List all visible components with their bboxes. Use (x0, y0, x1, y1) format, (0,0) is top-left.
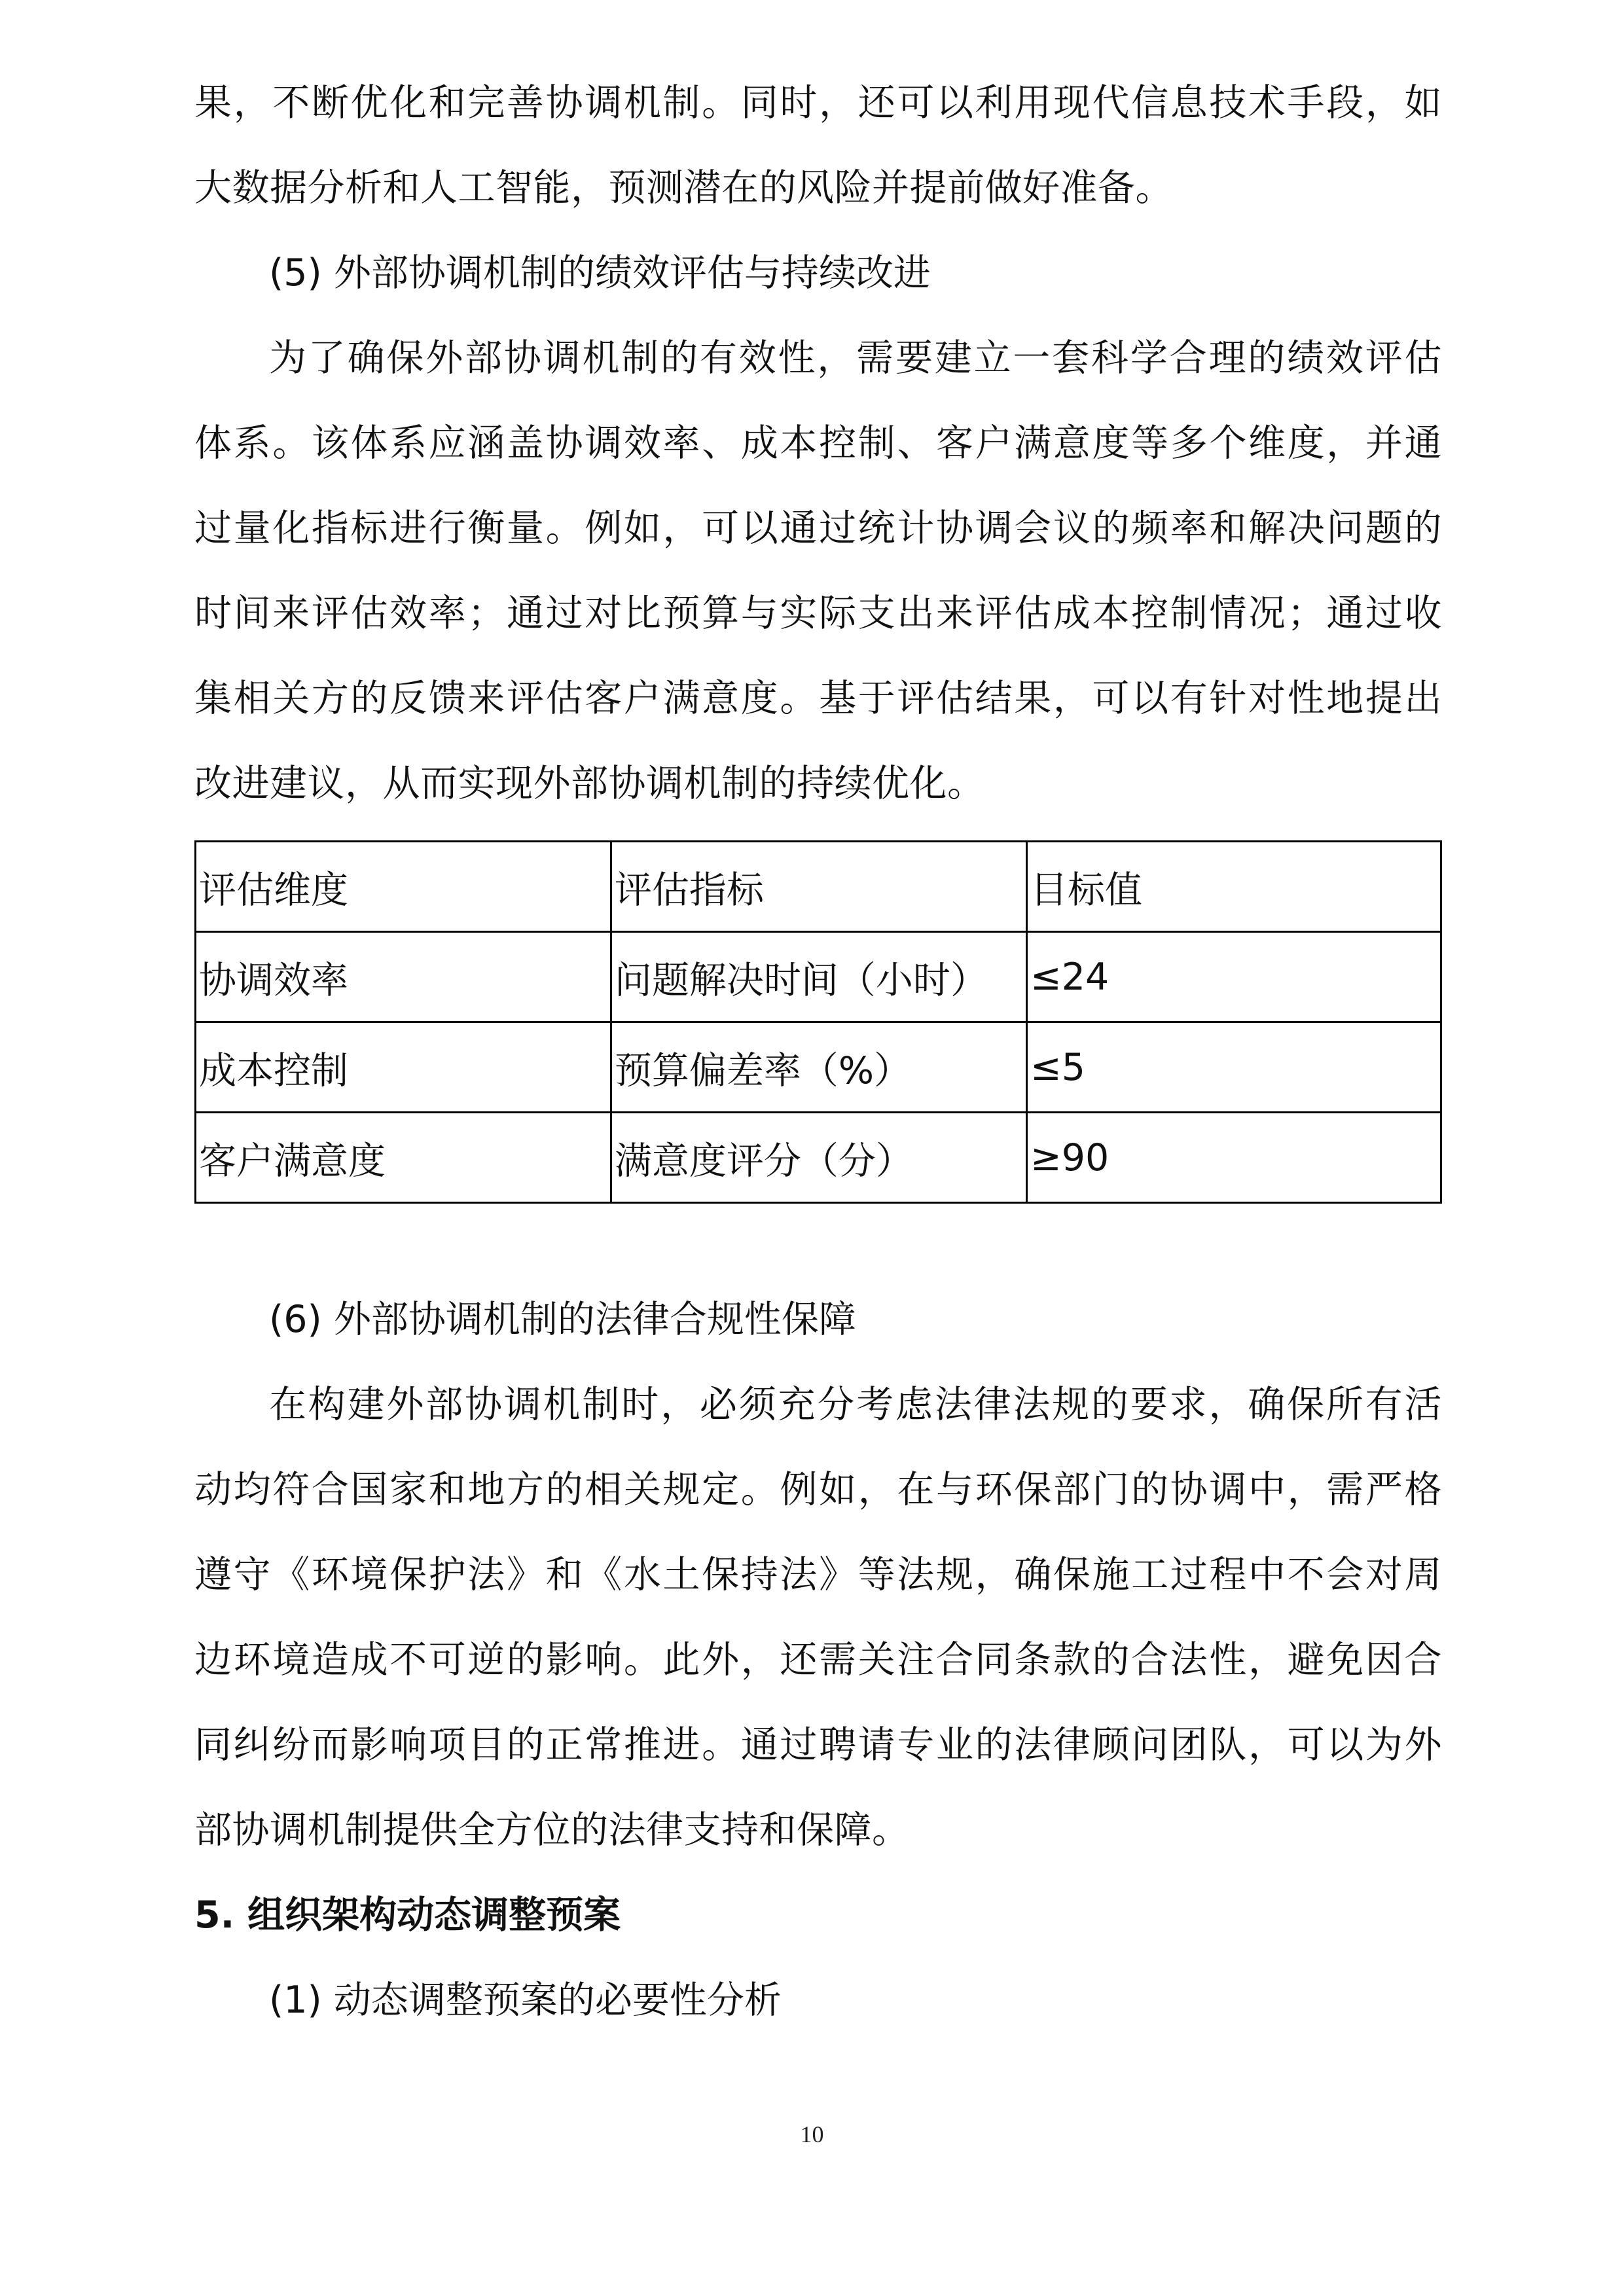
paragraph-line: 部协调机制提供全方位的法律支持和保障。 (194, 1808, 910, 1852)
paragraph-line: 在构建外部协调机制时，必须充分考虑法律法规的要求，确保所有活 (269, 1383, 1442, 1426)
table-row (196, 1113, 1441, 1203)
document-page (194, 60, 1442, 2043)
section-heading-5: (5) 外部协调机制的绩效评估与持续改进 (269, 251, 931, 295)
paragraph-line: 遵守《环境保护法》和《水土保持法》等法规，确保施工过程中不会对周 (194, 1553, 1442, 1596)
table-cell: ≤24 (1026, 932, 1441, 1022)
subsection-heading: (1) 动态调整预案的必要性分析 (269, 1979, 782, 2022)
table-cell: 预算偏差率（%） (611, 1022, 1026, 1113)
paragraph-line: 边环境造成不可逆的影响。此外，还需关注合同条款的合法性，避免因合 (194, 1638, 1442, 1681)
paragraph-line: 体系。该体系应涵盖协调效率、成本控制、客户满意度等多个维度，并通 (194, 422, 1442, 465)
paragraph-line: 同纠纷而影响项目的正常推进。通过聘请专业的法律顾问团队，可以为外 (194, 1723, 1442, 1767)
table-cell: ≥90 (1026, 1113, 1441, 1203)
table-cell: 协调效率 (196, 932, 611, 1022)
section-5-paragraph (194, 315, 1442, 826)
paragraph-line: 果，不断优化和完善协调机制。同时，还可以利用现代信息技术手段，如 (194, 81, 1442, 124)
table-header-cell: 评估维度 (196, 842, 611, 932)
table-cell: 成本控制 (196, 1022, 611, 1113)
evaluation-table (194, 840, 1442, 1204)
table-cell: 问题解决时间（小时） (611, 932, 1026, 1022)
section-6-paragraph (194, 1362, 1442, 1873)
paragraph-line: 为了确保外部协调机制的有效性，需要建立一套科学合理的绩效评估 (269, 336, 1442, 380)
paragraph-line: 大数据分析和人工智能，预测潜在的风险并提前做好准备。 (194, 166, 1173, 209)
paragraph-line: 时间来评估效率；通过对比预算与实际支出来评估成本控制情况；通过收 (194, 592, 1442, 635)
table-header-cell: 评估指标 (611, 842, 1026, 932)
chapter-heading: 5. 组织架构动态调整预案 (194, 1893, 621, 1937)
paragraph-line: 过量化指标进行衡量。例如，可以通过统计协调会议的频率和解决问题的 (194, 507, 1442, 550)
table-cell: 客户满意度 (196, 1113, 611, 1203)
table-header-cell: 目标值 (1026, 842, 1441, 932)
paragraph-line: 动均符合国家和地方的相关规定。例如，在与环保部门的协调中，需严格 (194, 1468, 1442, 1511)
paragraph-line: 集相关方的反馈来评估客户满意度。基于评估结果，可以有针对性地提出 (194, 677, 1442, 720)
table-header-row (196, 842, 1441, 932)
table-cell: 满意度评分（分） (611, 1113, 1026, 1203)
table-row (196, 932, 1441, 1022)
section-heading-6: (6) 外部协调机制的法律合规性保障 (269, 1298, 856, 1341)
page-number: 10 (800, 2121, 824, 2147)
table-row (196, 1022, 1441, 1113)
table-cell: ≤5 (1026, 1022, 1441, 1113)
paragraph-line: 改进建议，从而实现外部协调机制的持续优化。 (194, 762, 985, 805)
